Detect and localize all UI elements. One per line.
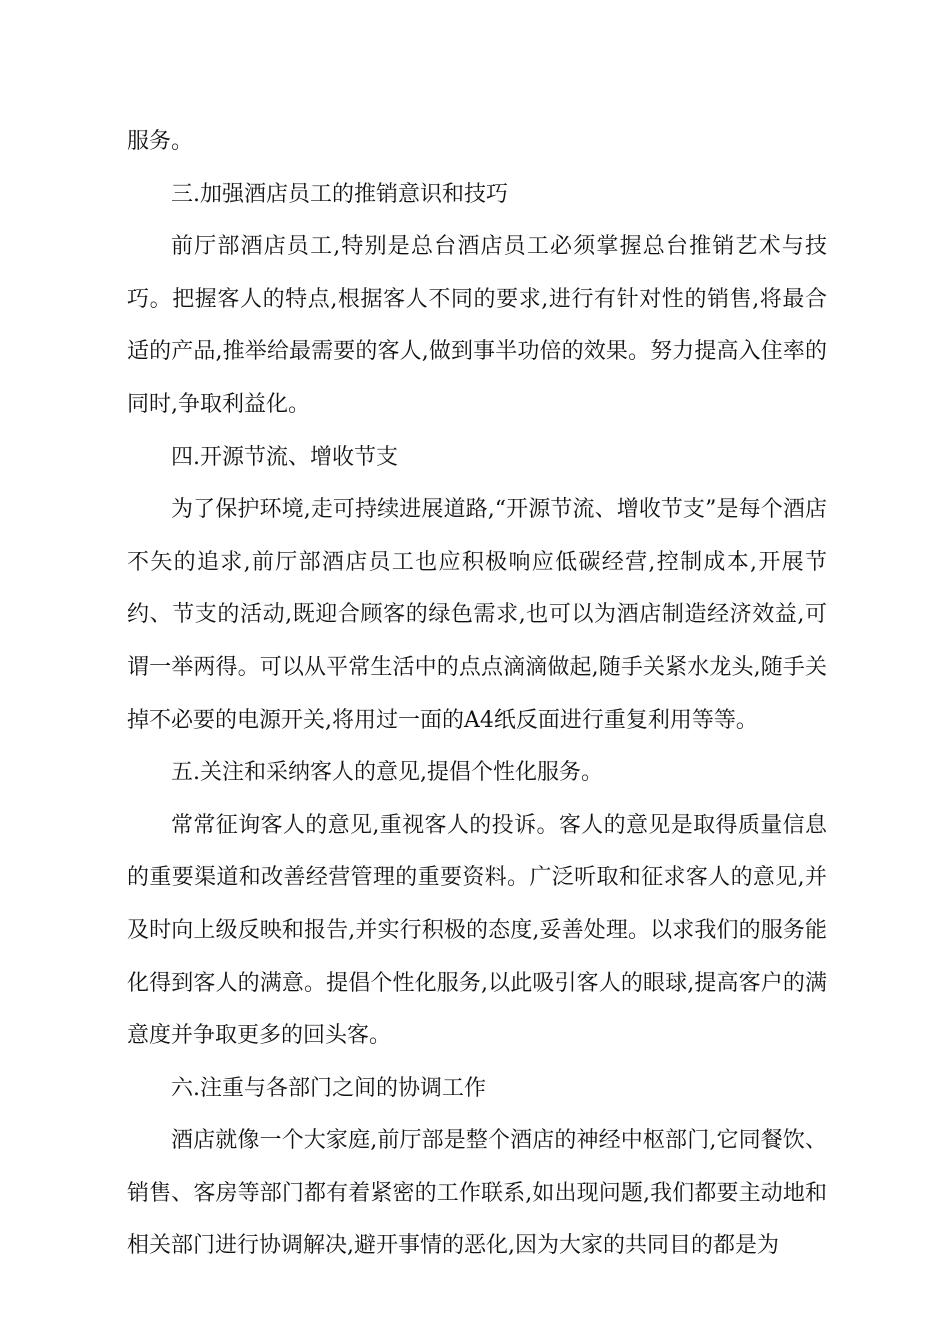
section-heading-3: 三.加强酒店员工的推销意识和技巧: [171, 181, 508, 207]
section-paragraph-4: 为了保护环境,走可持续进展道路,“开源节流、增收节支”是每个酒店不矢的追求,前厅部酒店员工也应积极响应低碳经营,控制成本,开展节约、节支的活动,既迎合顾客的绿色需求,也可以为酒店制造经济效益,可谓一举两得。可以从平常生活中的点点滴滴做起,随手关紧水龙头,随手关掉不必要的电源开关,将用过一面的A4纸反面进行重复利用等等。: [127, 497, 827, 733]
section-heading-5: 五.关注和采纳客人的意见,提倡个性化服务。: [171, 760, 603, 786]
section-paragraph-6: 酒店就像一个大家庭,前厅部是整个酒店的神经中枢部门,它同餐饮、销售、客房等部门都有着紧密的工作联系,如出现问题,我们都要主动地和相关部门进行协调解决,避开事情的恶化,因为大家的共同目的都是为: [127, 1128, 827, 1259]
section-heading-6: 六.注重与各部门之间的协调工作: [171, 1075, 486, 1101]
document-body: [127, 116, 827, 1273]
section-heading-4: 四.开源节流、增收节支: [171, 444, 398, 470]
section-paragraph-5: 常常征询客人的意见,重视客人的投诉。客人的意见是取得质量信息的重要渠道和改善经营管理的重要资料。广泛听取和征求客人的意见,并及时向上级反映和报告,并实行积极的态度,妥善处理。以求我们的服务能化得到客人的满意。提倡个性化服务,以此吸引客人的眼球,提高客户的满意度并争取更多的回头客。: [127, 812, 827, 1049]
section-paragraph-3: 前厅部酒店员工,特别是总台酒店员工必须掌握总台推销艺术与技巧。把握客人的特点,根据客人不同的要求,进行有针对性的销售,将最合适的产品,推举给最需要的客人,做到事半功倍的效果。努力提高入住率的同时,争取利益化。: [127, 234, 827, 417]
paragraph-continuation: 服务。: [127, 129, 194, 154]
